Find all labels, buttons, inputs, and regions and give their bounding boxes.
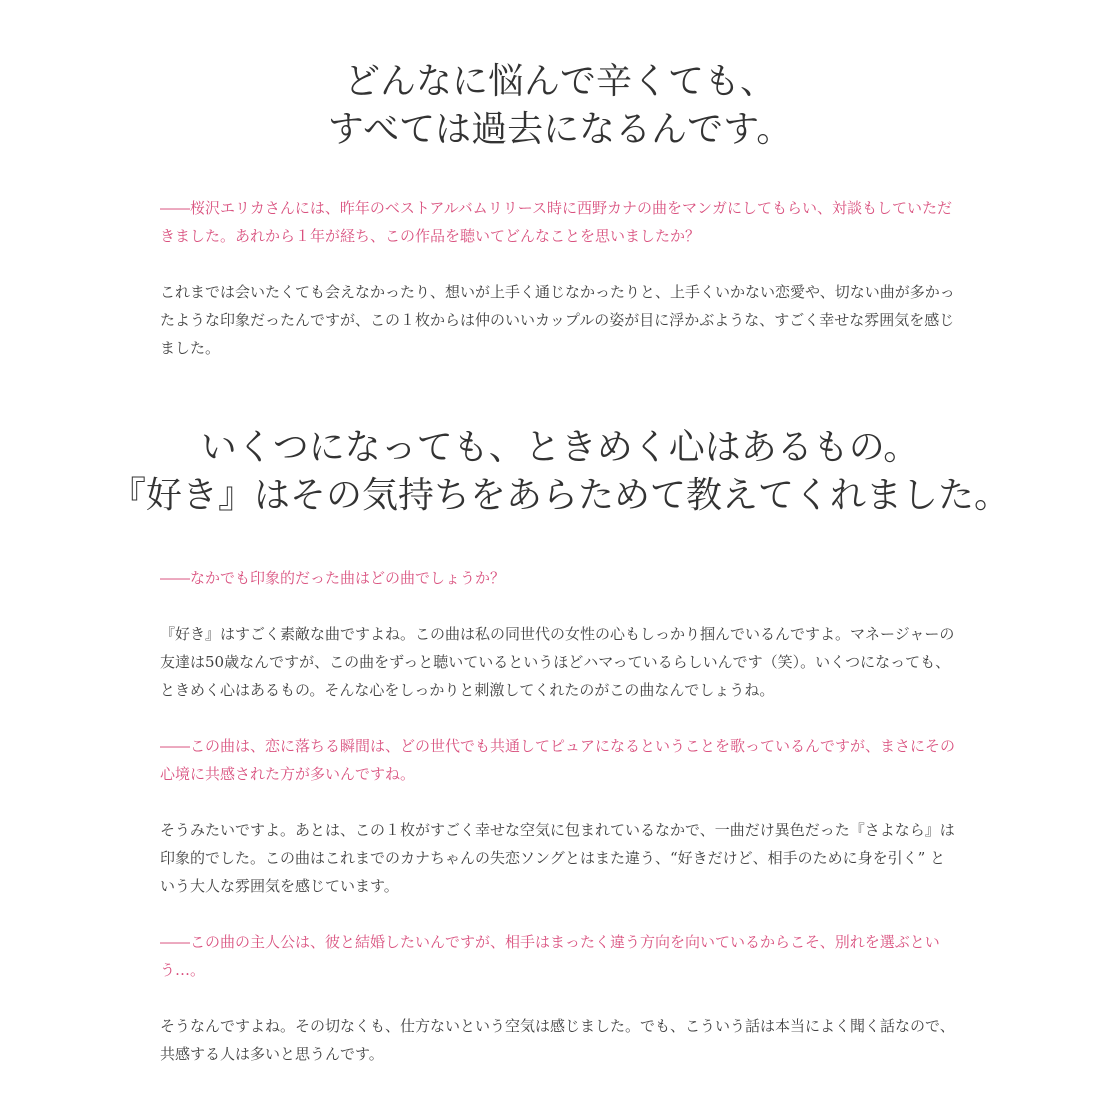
interview-question-3: ――この曲は、恋に落ちる瞬間は、どの世代でも共通してピュアになるということを歌っているんですが、まさにその心境に共感された方が多いんですね。 xyxy=(160,737,956,783)
headline-2-line-1: いくつになっても、ときめく心はあるもの。 xyxy=(200,427,920,468)
interview-answer-2: 『好き』はすごく素敵な曲ですよね。この曲は私の同世代の女性の心もしっかり掴んでいるんですよ。マネージャーの友達は50歳なんですが、この曲をずっと聴いているというほどハマっているらしいんです（笑）。いくつになっても、ときめく心はあるもの。そんな心をしっかりと刺激してくれたのがこの曲なんでしょうね。 xyxy=(160,625,955,699)
headline-1 xyxy=(0,58,1120,154)
headline-2-line-2: 『好き』はその気持ちをあらためて教えてくれました。 xyxy=(109,475,1010,516)
interview-question-1: ――桜沢エリカさんには、昨年のベストアルバムリリース時に西野カナの曲をマンガにしてもらい、対談もしていただきました。あれから１年が経ち、この作品を聴いてどんなことを思いましたか？ xyxy=(160,199,953,245)
interview-answer-4: そうなんですよね。その切なくも、仕方ないという空気は感じました。でも、こういう話は本当によく聞く話なので、共感する人は多いと思うんです。 xyxy=(160,1017,955,1063)
interview-question-4: ――この曲の主人公は、彼と結婚したいんですが、相手はまったく違う方向を向いているからこそ、別れを選ぶという…。 xyxy=(160,933,940,979)
interview-answer-3: そうみたいですよ。あとは、この１枚がすごく幸せな空気に包まれているなかで、一曲だけ異色だった『さよなら』は印象的でした。この曲はこれまでのカナちゃんの失恋ソングとはまた違う、“好きだけど、相手のために身を引く” という大人な雰囲気を感じています。 xyxy=(160,821,955,895)
headline-2 xyxy=(0,424,1120,520)
headline-1-line-2: すべては過去になるんです。 xyxy=(327,109,793,150)
interview-question-2: ――なかでも印象的だった曲はどの曲でしょうか？ xyxy=(160,569,506,587)
interview-answer-1: これまでは会いたくても会えなかったり、想いが上手く通じなかったりと、上手くいかない恋愛や、切ない曲が多かったような印象だったんですが、この１枚からは仲のいいカップルの姿が目に浮かぶような、すごく幸せな雰囲気を感じました。 xyxy=(160,283,955,357)
headline-1-line-1: どんなに悩んで辛くても、 xyxy=(343,61,776,102)
